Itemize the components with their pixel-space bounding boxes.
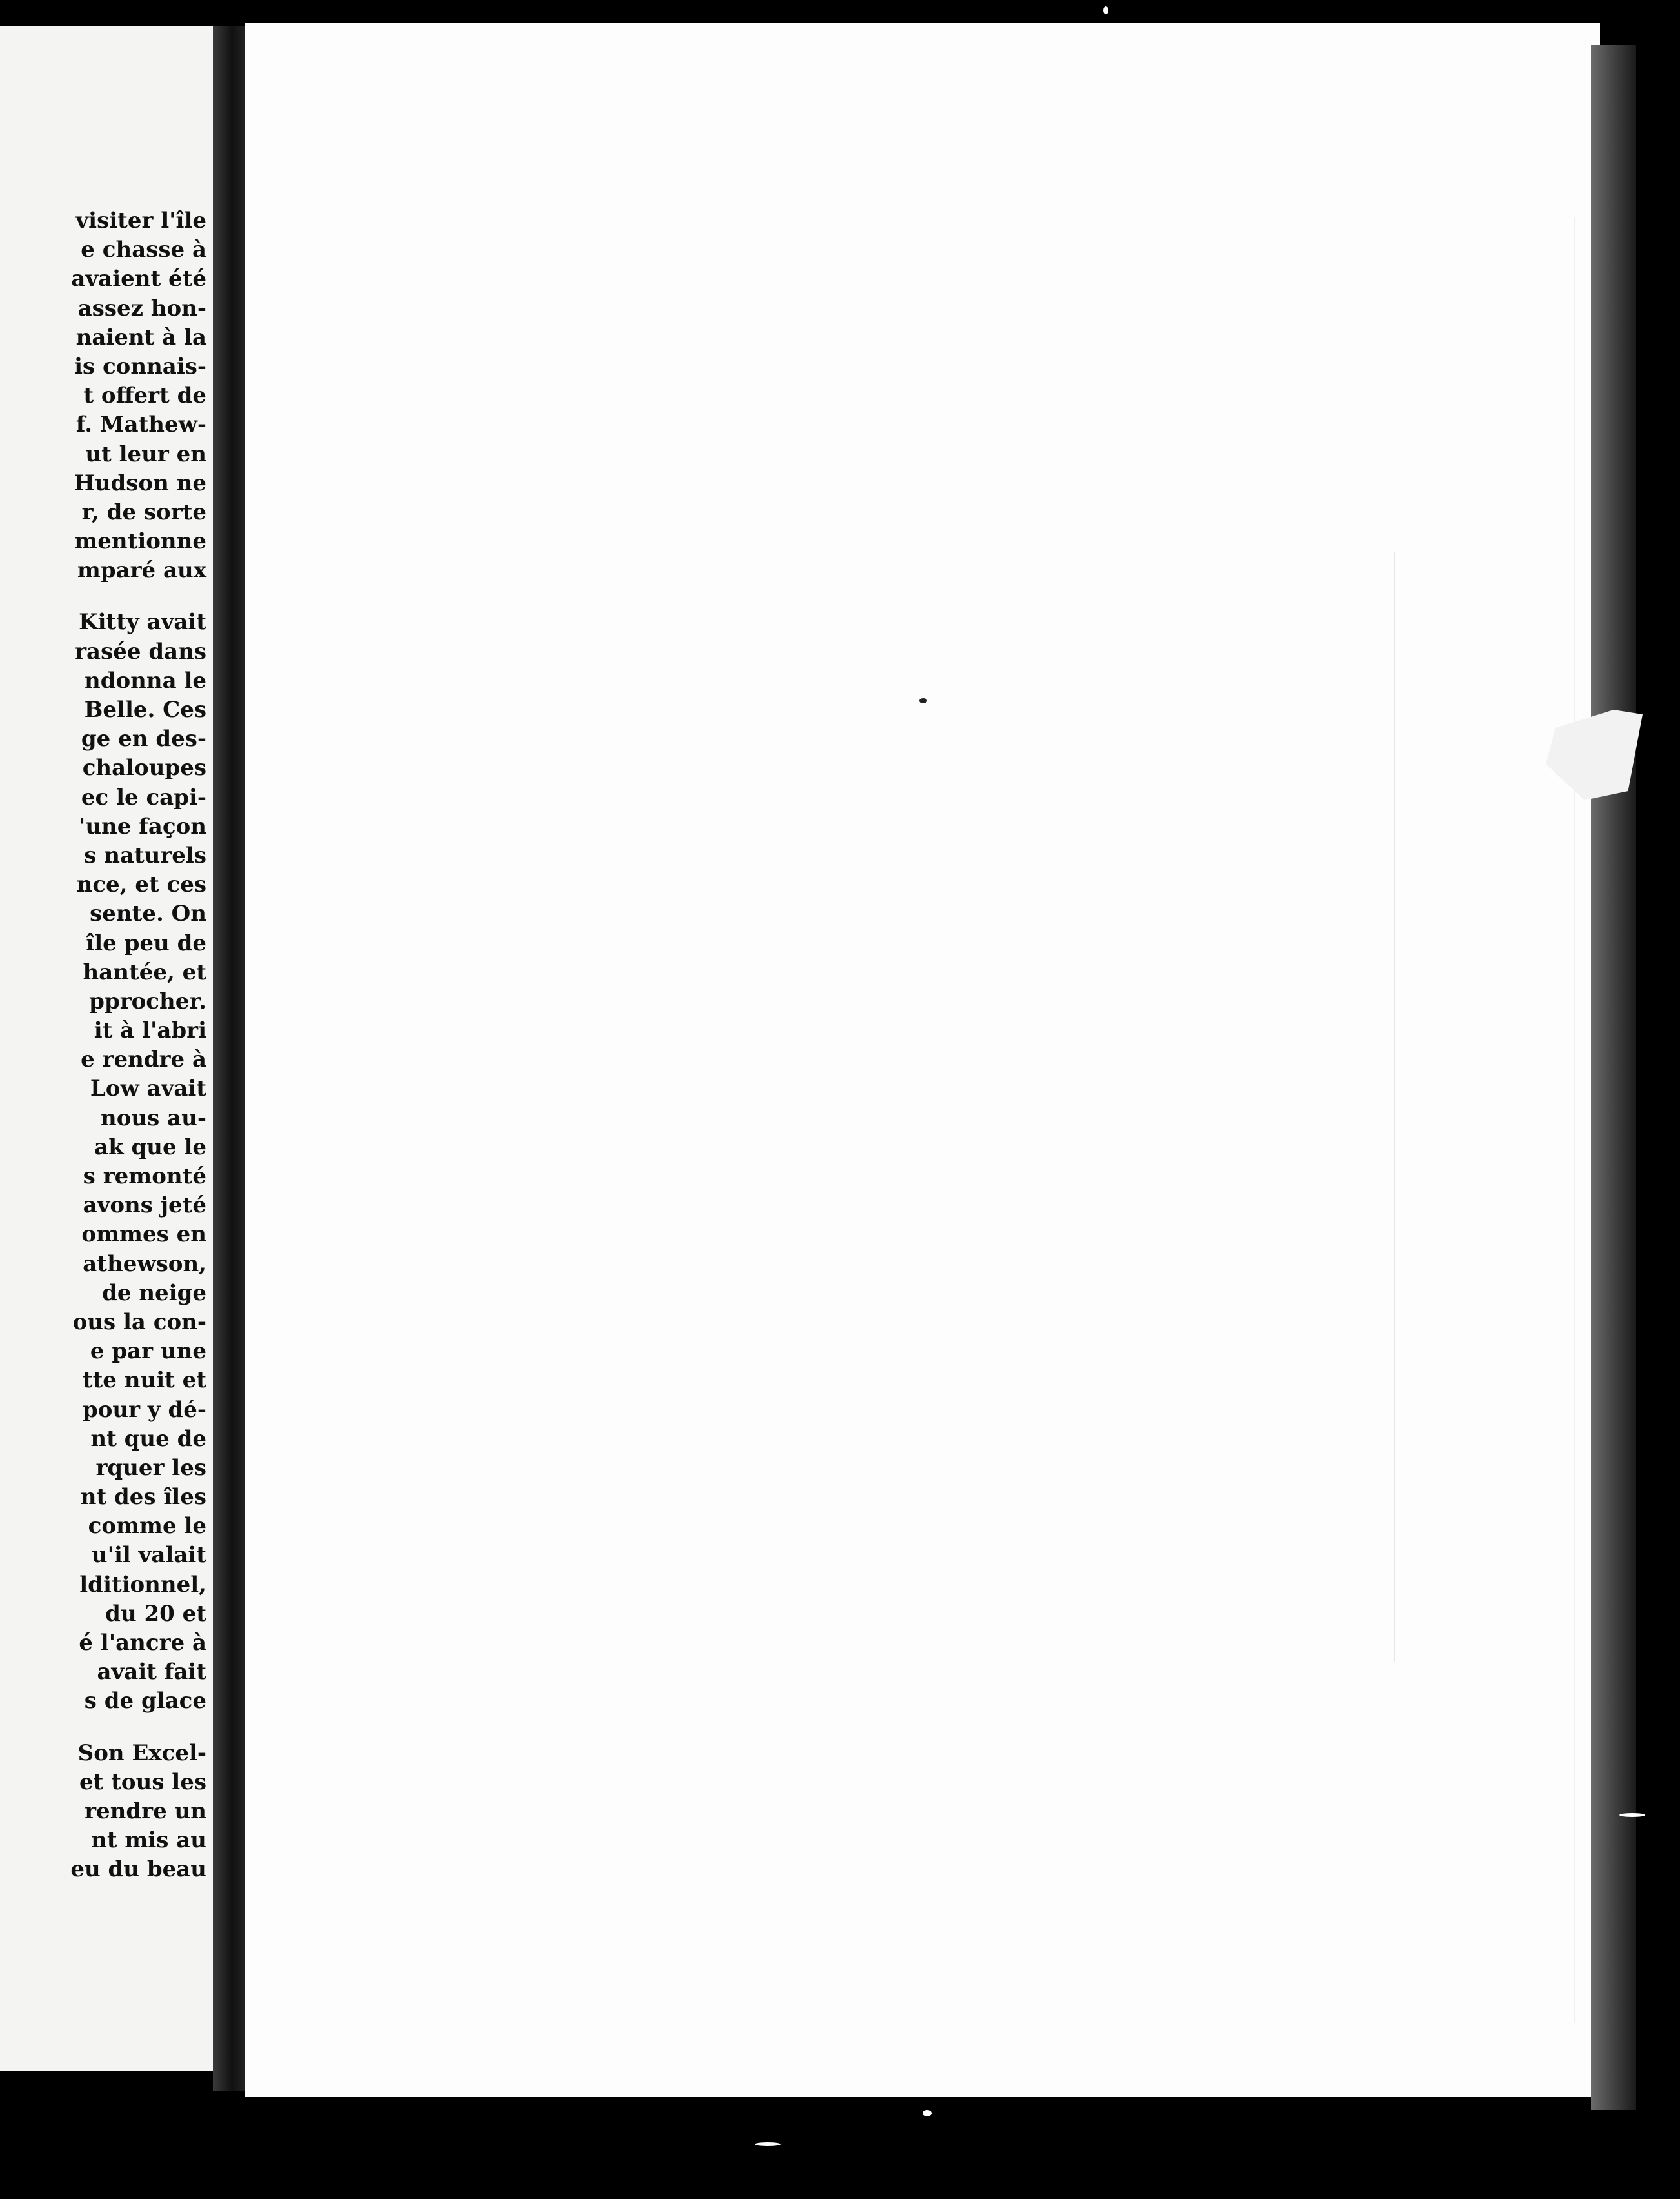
text-line: sente. On (90, 901, 206, 927)
text-line: nt des îles (80, 1484, 206, 1511)
text-line: assez hon- (77, 295, 206, 321)
text-line: mparé aux (77, 557, 206, 584)
text-line: nt mis au (91, 1827, 206, 1854)
text-line: de neige (102, 1280, 206, 1306)
text-line: rquer les (95, 1454, 206, 1481)
text-line: lditionnel, (79, 1571, 206, 1598)
text-line: avait fait (97, 1659, 206, 1685)
text-line: is connais- (74, 353, 206, 379)
text-line: s de glace (84, 1688, 206, 1714)
text-line: nce, et ces (76, 872, 206, 898)
text-line: naient à la (75, 324, 206, 350)
text-line: ommes en (81, 1221, 206, 1248)
text-line: ge en des- (81, 726, 206, 752)
text-line: Hudson ne (74, 470, 206, 496)
left-page-text (0, 206, 206, 1885)
faint-rule (1394, 552, 1395, 1662)
text-line: tte nuit et (82, 1367, 206, 1394)
left-page (0, 26, 213, 2071)
text-line: chaloupes (82, 755, 206, 781)
paragraph-gap (0, 1716, 206, 1739)
text-line: rasée dans (75, 638, 206, 665)
text-line: Son Excel- (77, 1740, 206, 1766)
text-line: nt que de (90, 1425, 206, 1452)
text-line: é l'ancre à (79, 1630, 206, 1656)
text-line: Belle. Ces (84, 697, 206, 723)
text-line: rendre un (85, 1798, 206, 1824)
text-line: mentionne (74, 528, 206, 555)
text-line: hantée, et (83, 959, 206, 985)
faint-rule (1574, 217, 1575, 2023)
text-line: u'il valait (91, 1542, 206, 1569)
text-line: 'une façon (78, 813, 206, 839)
speck (919, 698, 927, 703)
text-line: t offert de (83, 383, 206, 409)
right-page-blank (245, 23, 1600, 2097)
text-line: ous la con- (72, 1309, 206, 1335)
text-line: comme le (88, 1513, 206, 1540)
text-line: ut leur en (85, 441, 206, 467)
text-line: e par une (90, 1338, 206, 1365)
speck (1619, 1813, 1645, 1817)
text-line: nous au- (101, 1105, 206, 1131)
text-line: pprocher. (89, 988, 206, 1014)
text-line: f. Mathew- (75, 412, 206, 438)
text-line: it à l'abri (94, 1018, 206, 1044)
text-line: avons jeté (83, 1192, 206, 1219)
text-line: visiter l'île (75, 208, 206, 234)
book-fore-edge (1591, 45, 1636, 2110)
text-line: athewson, (83, 1250, 206, 1277)
text-line: e rendre à (81, 1047, 206, 1073)
text-line: du 20 et (105, 1600, 206, 1627)
text-line: r, de sorte (81, 499, 206, 525)
text-line: avaient été (71, 266, 206, 292)
text-line: s remonté (83, 1163, 206, 1189)
text-line: e chasse à (81, 237, 206, 263)
speck (923, 2110, 932, 2116)
text-line: Low avait (90, 1076, 206, 1102)
text-line: s naturels (84, 842, 206, 869)
text-line: île peu de (86, 930, 206, 956)
paragraph-gap (0, 585, 206, 608)
speck (755, 2142, 781, 2146)
text-line: eu du beau (70, 1856, 206, 1883)
text-line: ec le capi- (81, 784, 206, 810)
text-line: pour y dé- (82, 1396, 206, 1423)
text-line: ak que le (94, 1134, 206, 1160)
speck (1103, 6, 1108, 14)
text-line: Kitty avait (79, 609, 206, 636)
book-binding (213, 26, 245, 2091)
text-line: ndonna le (84, 667, 206, 694)
text-line: et tous les (79, 1769, 206, 1795)
